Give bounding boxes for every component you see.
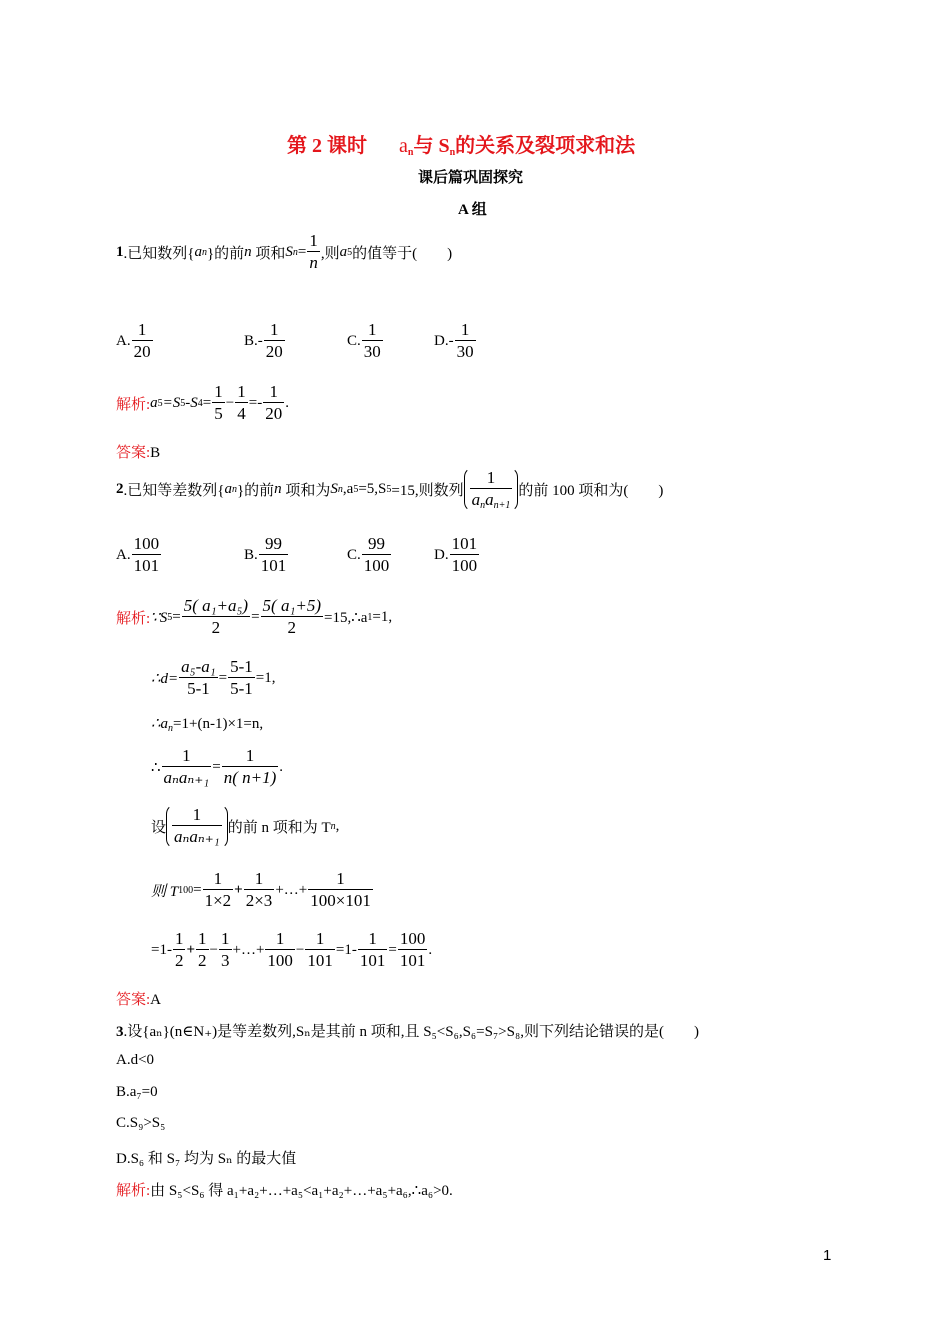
fraction: [162, 746, 212, 789]
fn: 1: [162, 746, 212, 767]
q3-option-b[interactable]: B.a₇=0: [116, 1084, 158, 1100]
q1-answer: [116, 441, 160, 462]
fd: 2: [198, 951, 207, 970]
option-label: C.: [347, 547, 361, 563]
q1-text-a: .已知数列{: [123, 246, 195, 262]
t: a: [485, 490, 494, 509]
option-fraction: [264, 320, 285, 363]
q2-answer: [116, 988, 161, 1009]
fraction: [358, 929, 388, 972]
fn: 1: [198, 929, 207, 948]
t: =: [212, 759, 221, 775]
fn: 1: [244, 869, 275, 890]
fn: 5-1: [230, 657, 253, 676]
t: =: [172, 609, 181, 625]
frac-den: 30: [363, 342, 381, 361]
frac-num: 1: [264, 320, 285, 341]
q1-text-b: }的前: [206, 246, 245, 262]
t: ∴d=: [151, 671, 179, 687]
fd: 2: [174, 951, 184, 970]
q1-option-a[interactable]: [116, 320, 154, 363]
answer-value: A: [150, 992, 162, 1008]
frac-num: 1: [132, 320, 153, 341]
fn: 1: [305, 929, 335, 950]
q3-option-d[interactable]: D.S₆ 和 S₇ 均为 Sₙ 的最大值: [116, 1151, 297, 1167]
t: ,a: [342, 481, 354, 497]
a1: a: [150, 395, 158, 411]
q3-analysis: [116, 1179, 453, 1200]
frac-num: 101: [451, 534, 478, 553]
t: S: [330, 481, 338, 497]
fd: aₙaₙ₊₁: [174, 827, 220, 846]
t: 项和为: [285, 483, 331, 499]
t: =: [251, 609, 260, 625]
sequence-brace: [166, 804, 228, 849]
a3: -S: [185, 395, 198, 411]
q1-number: 1: [116, 244, 124, 260]
q1-option-d[interactable]: [434, 320, 477, 363]
fraction: [179, 657, 217, 700]
fd: 4: [237, 404, 246, 423]
a4: =: [202, 395, 212, 411]
t: =1,: [372, 609, 393, 625]
option-label: D.: [434, 547, 449, 563]
frac-den: 20: [265, 342, 283, 361]
fn: 1: [308, 869, 373, 890]
fraction: [263, 382, 284, 425]
t: +…+: [275, 882, 308, 898]
q1-fraction: [307, 231, 320, 274]
q2-analysis-line3: [151, 714, 263, 733]
t: .: [279, 759, 283, 775]
t: =: [193, 882, 202, 898]
fraction: [244, 869, 275, 912]
fraction: [308, 869, 373, 912]
t: +…+: [232, 942, 265, 958]
fd: 101: [399, 951, 426, 970]
op: −: [225, 395, 235, 411]
q1-frac-num: 1: [309, 231, 318, 250]
fn: 5( a₁+5): [262, 596, 321, 615]
fd: 2: [287, 618, 297, 637]
t: +: [186, 942, 196, 958]
t: 的前 100 项和为( ): [518, 483, 664, 499]
t: ∵S: [150, 610, 168, 626]
option-label: A.: [116, 333, 131, 349]
fn: 1: [265, 929, 295, 950]
page-title: [287, 129, 635, 158]
fraction: [196, 929, 209, 972]
fn: 5( a₁+a₅): [183, 596, 249, 615]
op: .: [285, 395, 289, 411]
fn: 1: [174, 929, 184, 948]
frac-num: 99: [362, 534, 392, 555]
option-label: B.: [244, 547, 258, 563]
t: 则 T: [151, 884, 179, 900]
t: ∴a: [151, 716, 169, 732]
fn: a₅-a₁: [181, 657, 216, 676]
fraction: [228, 657, 255, 700]
t: =1,: [255, 670, 276, 686]
q2-option-b[interactable]: [244, 534, 289, 577]
title-s: 与 S: [413, 135, 450, 157]
option-fraction: [259, 534, 289, 577]
q2-option-d[interactable]: [434, 534, 480, 577]
frac-num: 1: [455, 320, 476, 341]
option-fraction: [362, 320, 383, 363]
analysis-text: 由 S₅<S₆ 得 a₁+a₂+…+a₅<a₁+a₂+…+a₅+a₆,∴a₆>0.: [150, 1183, 453, 1199]
q1-eq: =: [297, 244, 307, 260]
fd: 5-1: [187, 679, 210, 698]
fd: 5: [214, 404, 223, 423]
fraction: [305, 929, 335, 972]
option-fraction: [455, 320, 476, 363]
fd: 101: [359, 951, 386, 970]
subtitle: 课后篇巩固探究: [418, 170, 524, 186]
fraction: [173, 929, 186, 972]
q1-var-n: n: [244, 244, 252, 260]
option-label: D.: [434, 333, 449, 349]
title-a-sub: n: [407, 147, 414, 158]
analysis-label: 解析:: [116, 397, 151, 413]
q1-text-c: 项和: [255, 246, 286, 262]
fd: n( n+1): [223, 768, 277, 787]
answer-label: 答案:: [116, 992, 151, 1008]
fd: 1×2: [204, 891, 232, 910]
t: .: [428, 942, 433, 958]
t: −: [295, 942, 305, 958]
t: =: [218, 670, 228, 686]
t: =5,S: [358, 481, 387, 497]
option-label: C.: [347, 333, 361, 349]
t: }的前: [236, 483, 275, 499]
title-a: a: [399, 135, 408, 157]
t: a: [471, 490, 481, 509]
q1-var-a5: a: [339, 244, 348, 260]
sequence-brace: [464, 467, 519, 512]
q2-analysis-line1: 解析: ∵S 5 = $\frac{\text{5( a₁+a₅)}}{2}$ = $\frac{\text{5( a₁+5)}}{2}$ =15,∴a 1 =1,: [116, 596, 393, 637]
fd: 100: [267, 951, 293, 970]
answer-value: B: [150, 445, 161, 461]
q2-stem: 2 .已知等差数列{ a n }的前 n 项和为 S n ,a 5 =5,S 5 =15,则数列 $\frac{1}{a_na_{n+1}}$ 的前 100 项和为( ): [116, 468, 664, 511]
frac-den: 101: [260, 556, 287, 575]
option-label: A.: [116, 547, 131, 563]
t: n: [168, 723, 174, 734]
answer-label: 答案:: [116, 445, 151, 461]
t: ,: [335, 818, 340, 834]
fd: 100×101: [310, 891, 371, 910]
fd: 2: [211, 618, 221, 637]
frac-den: 30: [456, 342, 474, 361]
option-fraction: [450, 534, 480, 577]
fn: 100: [399, 929, 426, 948]
analysis-label: 解析:: [116, 611, 151, 627]
q3-option-c[interactable]: C.S₉>S₅: [116, 1115, 166, 1131]
option-fraction: [362, 534, 392, 577]
t: n: [274, 481, 282, 497]
title-lesson: 第 2 课时: [287, 135, 367, 157]
frac-num: 1: [362, 320, 383, 341]
q3-stem: [116, 1020, 699, 1041]
t: ∴: [151, 760, 161, 776]
page-number: 1: [823, 1247, 832, 1264]
fn: 1: [263, 382, 284, 403]
q1-frac-den: n: [309, 253, 318, 272]
option-sign: -: [257, 333, 263, 349]
option-fraction: [132, 534, 162, 577]
t: =15,则数列: [391, 483, 464, 499]
q2-analysis-line7: [151, 929, 432, 972]
fn: 1: [172, 805, 222, 826]
option-label: B.: [244, 333, 258, 349]
t: +: [234, 882, 243, 898]
t: n+1: [493, 500, 511, 511]
fd: aₙaₙ₊₁: [163, 768, 210, 787]
q1-text-e: ,则: [320, 246, 340, 262]
t: =1-: [151, 942, 172, 958]
fd: 5-1: [230, 679, 253, 698]
q2-analysis-line6: 则 T 100 = $\frac{1}{1\times 2}$ + $\frac{1}{2\times 3}$ +…+ $\frac{1}{100\times 101}$: [151, 869, 371, 910]
q2-analysis-line4: [151, 746, 283, 789]
frac-num: 100: [133, 534, 160, 553]
q1-stem: 1 .已知数列{ a n }的前 n 项和 S n = $\frac{1}{n}$ ,则 a 5 的值等于( ): [116, 231, 453, 272]
fn: 1: [214, 382, 223, 401]
fraction: [235, 382, 248, 425]
t: 的前 n 项和为 T: [227, 820, 331, 836]
fn: 1: [358, 929, 388, 950]
fn: 1: [237, 382, 246, 401]
t: n: [480, 500, 486, 511]
fraction: [212, 382, 225, 425]
q1-var-a: a: [194, 244, 202, 260]
fraction: [265, 929, 295, 972]
title-s-sub: n: [449, 147, 456, 158]
t: =1+(n-1)×1=n,: [173, 716, 264, 732]
option-sign: -: [448, 333, 454, 349]
fd: 101: [307, 951, 333, 970]
q2-option-a[interactable]: [116, 534, 162, 577]
frac-den: 100: [451, 556, 478, 575]
frac-den: 100: [363, 556, 390, 575]
fn: 1: [221, 929, 230, 948]
t: .已知等差数列{: [123, 483, 225, 499]
q2-option-c[interactable]: [347, 534, 392, 577]
fraction: [470, 468, 513, 511]
op: =-: [248, 395, 263, 411]
q1-var-s: S: [285, 244, 293, 260]
q1-text-f: 的值等于( ): [352, 246, 453, 262]
fraction: [203, 869, 234, 912]
fd: 3: [221, 951, 230, 970]
q2-analysis-line2: [151, 657, 276, 700]
fn: 1: [222, 746, 279, 767]
q1-analysis: 解析: a 5 =S 5 -S 4 = $\frac{1}{5}$ − $\frac{1}{4}$ =- $\frac{1}{20}$ .: [116, 382, 289, 423]
fn: 1: [470, 468, 513, 489]
fraction: [261, 596, 323, 639]
fd: [470, 489, 513, 511]
frac-den: 101: [133, 556, 160, 575]
group-label: A 组: [458, 202, 487, 218]
fraction: [172, 805, 222, 848]
t: =15,∴a: [324, 610, 368, 626]
fraction: [219, 929, 232, 972]
q3-text: .设{aₙ}(n∈N₊)是等差数列,Sₙ是其前 n 项和,且 S₅<S₆,S₆=S₇>S₈,则下列结论错误的是( ): [123, 1024, 699, 1040]
fd: 20: [265, 404, 283, 423]
analysis-label: 解析:: [116, 1183, 151, 1199]
frac-num: 99: [259, 534, 289, 555]
fd: 2×3: [245, 891, 273, 910]
q1-option-c[interactable]: [347, 320, 384, 363]
t: =1-: [335, 942, 357, 958]
title-rest: 的关系及裂项求和法: [455, 135, 636, 157]
fraction: [222, 746, 279, 789]
t: =: [388, 942, 397, 958]
t: a: [224, 481, 232, 497]
fraction: [182, 596, 250, 639]
q2-number: 2: [116, 481, 124, 497]
fraction: [398, 929, 428, 972]
q3-number: 3: [116, 1024, 124, 1040]
a2: =S: [162, 395, 181, 411]
frac-den: 20: [133, 342, 151, 361]
t: 设: [151, 820, 167, 836]
fn: 1: [203, 869, 234, 890]
t: −: [209, 942, 218, 958]
q3-option-a[interactable]: A.d<0: [116, 1052, 155, 1068]
q1-option-b[interactable]: [244, 320, 286, 363]
q2-analysis-line5: 设 $\frac{1}{\text{aₙaₙ₊₁}}$ 的前 n 项和为 T n ,: [151, 804, 339, 849]
option-fraction: [132, 320, 153, 363]
